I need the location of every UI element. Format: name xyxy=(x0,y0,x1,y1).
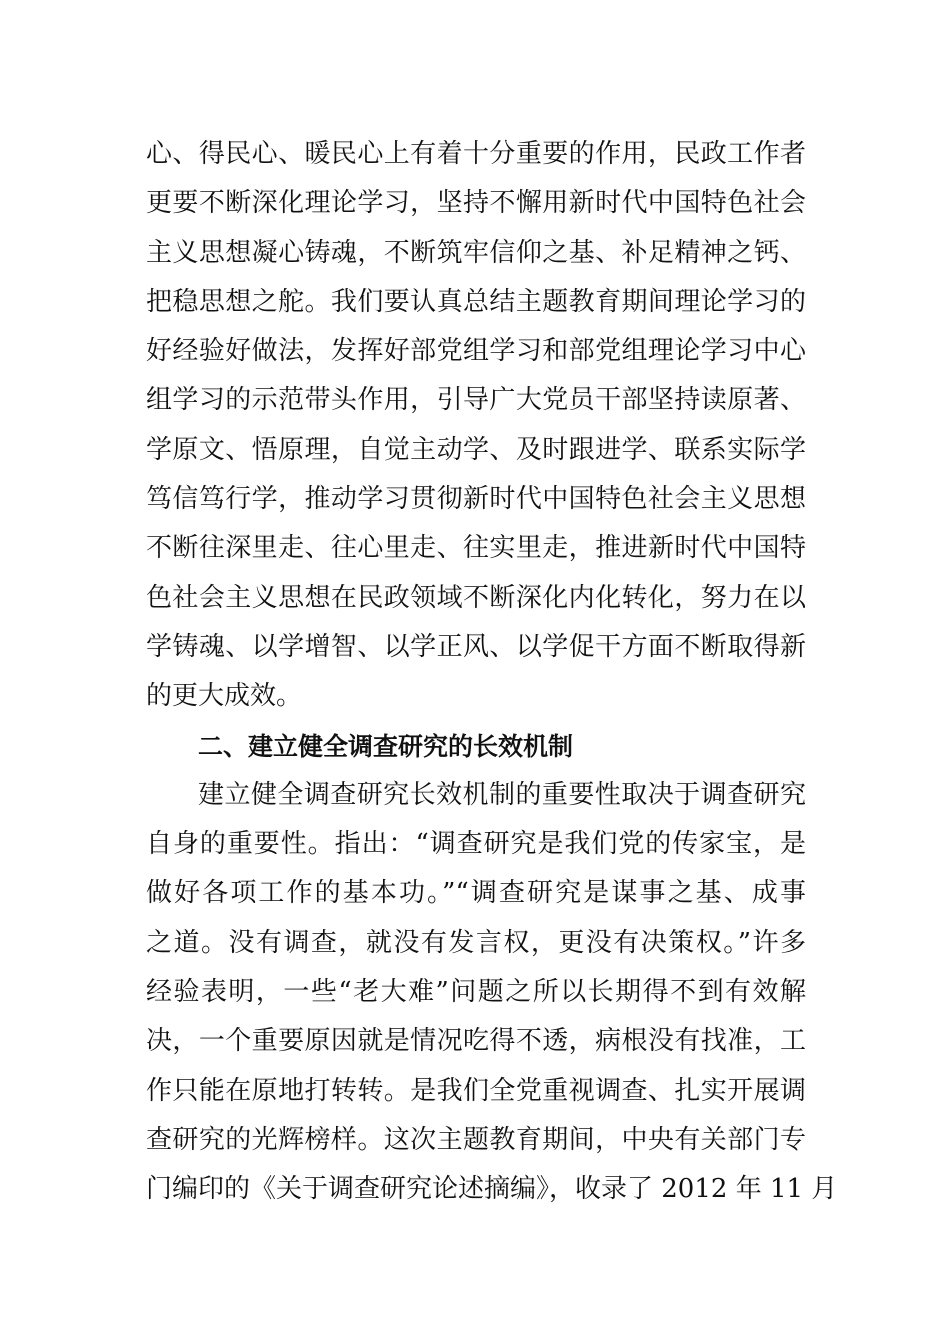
paragraph-line: 自身的重要性。指出：“调查研究是我们党的传家宝，是 xyxy=(146,829,806,860)
document-body xyxy=(146,130,838,1215)
paragraph-line: 不断往深里走、往心里走、往实里走，推进新时代中国特 xyxy=(146,533,806,564)
paragraph-line: 主义思想凝心铸魂，不断筑牢信仰之基、补足精神之钙、 xyxy=(146,237,806,268)
paragraph-1 xyxy=(146,130,806,722)
section-heading: 二、建立健全调查研究的长效机制 xyxy=(198,731,574,761)
paragraph-line: 决，一个重要原因就是情况吃得不透，病根没有找准，工 xyxy=(146,1026,806,1057)
paragraph-line: 色社会主义思想在民政领域不断深化内化转化，努力在以 xyxy=(146,582,806,613)
paragraph-line: 笃信笃行学，推动学习贯彻新时代中国特色社会主义思想 xyxy=(146,484,806,515)
paragraph-2 xyxy=(146,771,838,1215)
paragraph-line: 更要不断深化理论学习，坚持不懈用新时代中国特色社会 xyxy=(146,188,806,219)
paragraph-line: 查研究的光辉榜样。这次主题教育期间，中央有关部门专 xyxy=(146,1124,806,1155)
paragraph-line: 学铸魂、以学增智、以学正风、以学促干方面不断取得新 xyxy=(146,631,806,662)
paragraph-line: 的更大成效。 xyxy=(146,681,303,712)
paragraph-line: 作只能在原地打转转。是我们全党重视调查、扎实开展调 xyxy=(146,1075,806,1106)
paragraph-line: 把稳思想之舵。我们要认真总结主题教育期间理论学习的 xyxy=(146,286,806,317)
paragraph-line: 心、得民心、暖民心上有着十分重要的作用，民政工作者 xyxy=(146,139,806,169)
paragraph-line: 好经验好做法，发挥好部党组学习和部党组理论学习中心 xyxy=(146,336,806,367)
paragraph-line: 之道。没有调查，就没有发言权，更没有决策权。”许多 xyxy=(146,927,806,958)
paragraph-line: 建立健全调查研究长效机制的重要性取决于调查研究 xyxy=(198,779,806,810)
paragraph-line: 做好各项工作的基本功。”“调查研究是谋事之基、成事 xyxy=(146,878,806,909)
paragraph-line: 学原文、悟原理，自觉主动学、及时跟进学、联系实际学 xyxy=(146,434,806,465)
paragraph-line: 门编印的《关于调查研究论述摘编》，收录了 2012 年 11 月 xyxy=(146,1174,838,1205)
paragraph-line: 组学习的示范带头作用，引导广大党员干部坚持读原著、 xyxy=(146,385,806,416)
paragraph-line: 经验表明，一些“老大难”问题之所以长期得不到有效解 xyxy=(146,977,806,1008)
